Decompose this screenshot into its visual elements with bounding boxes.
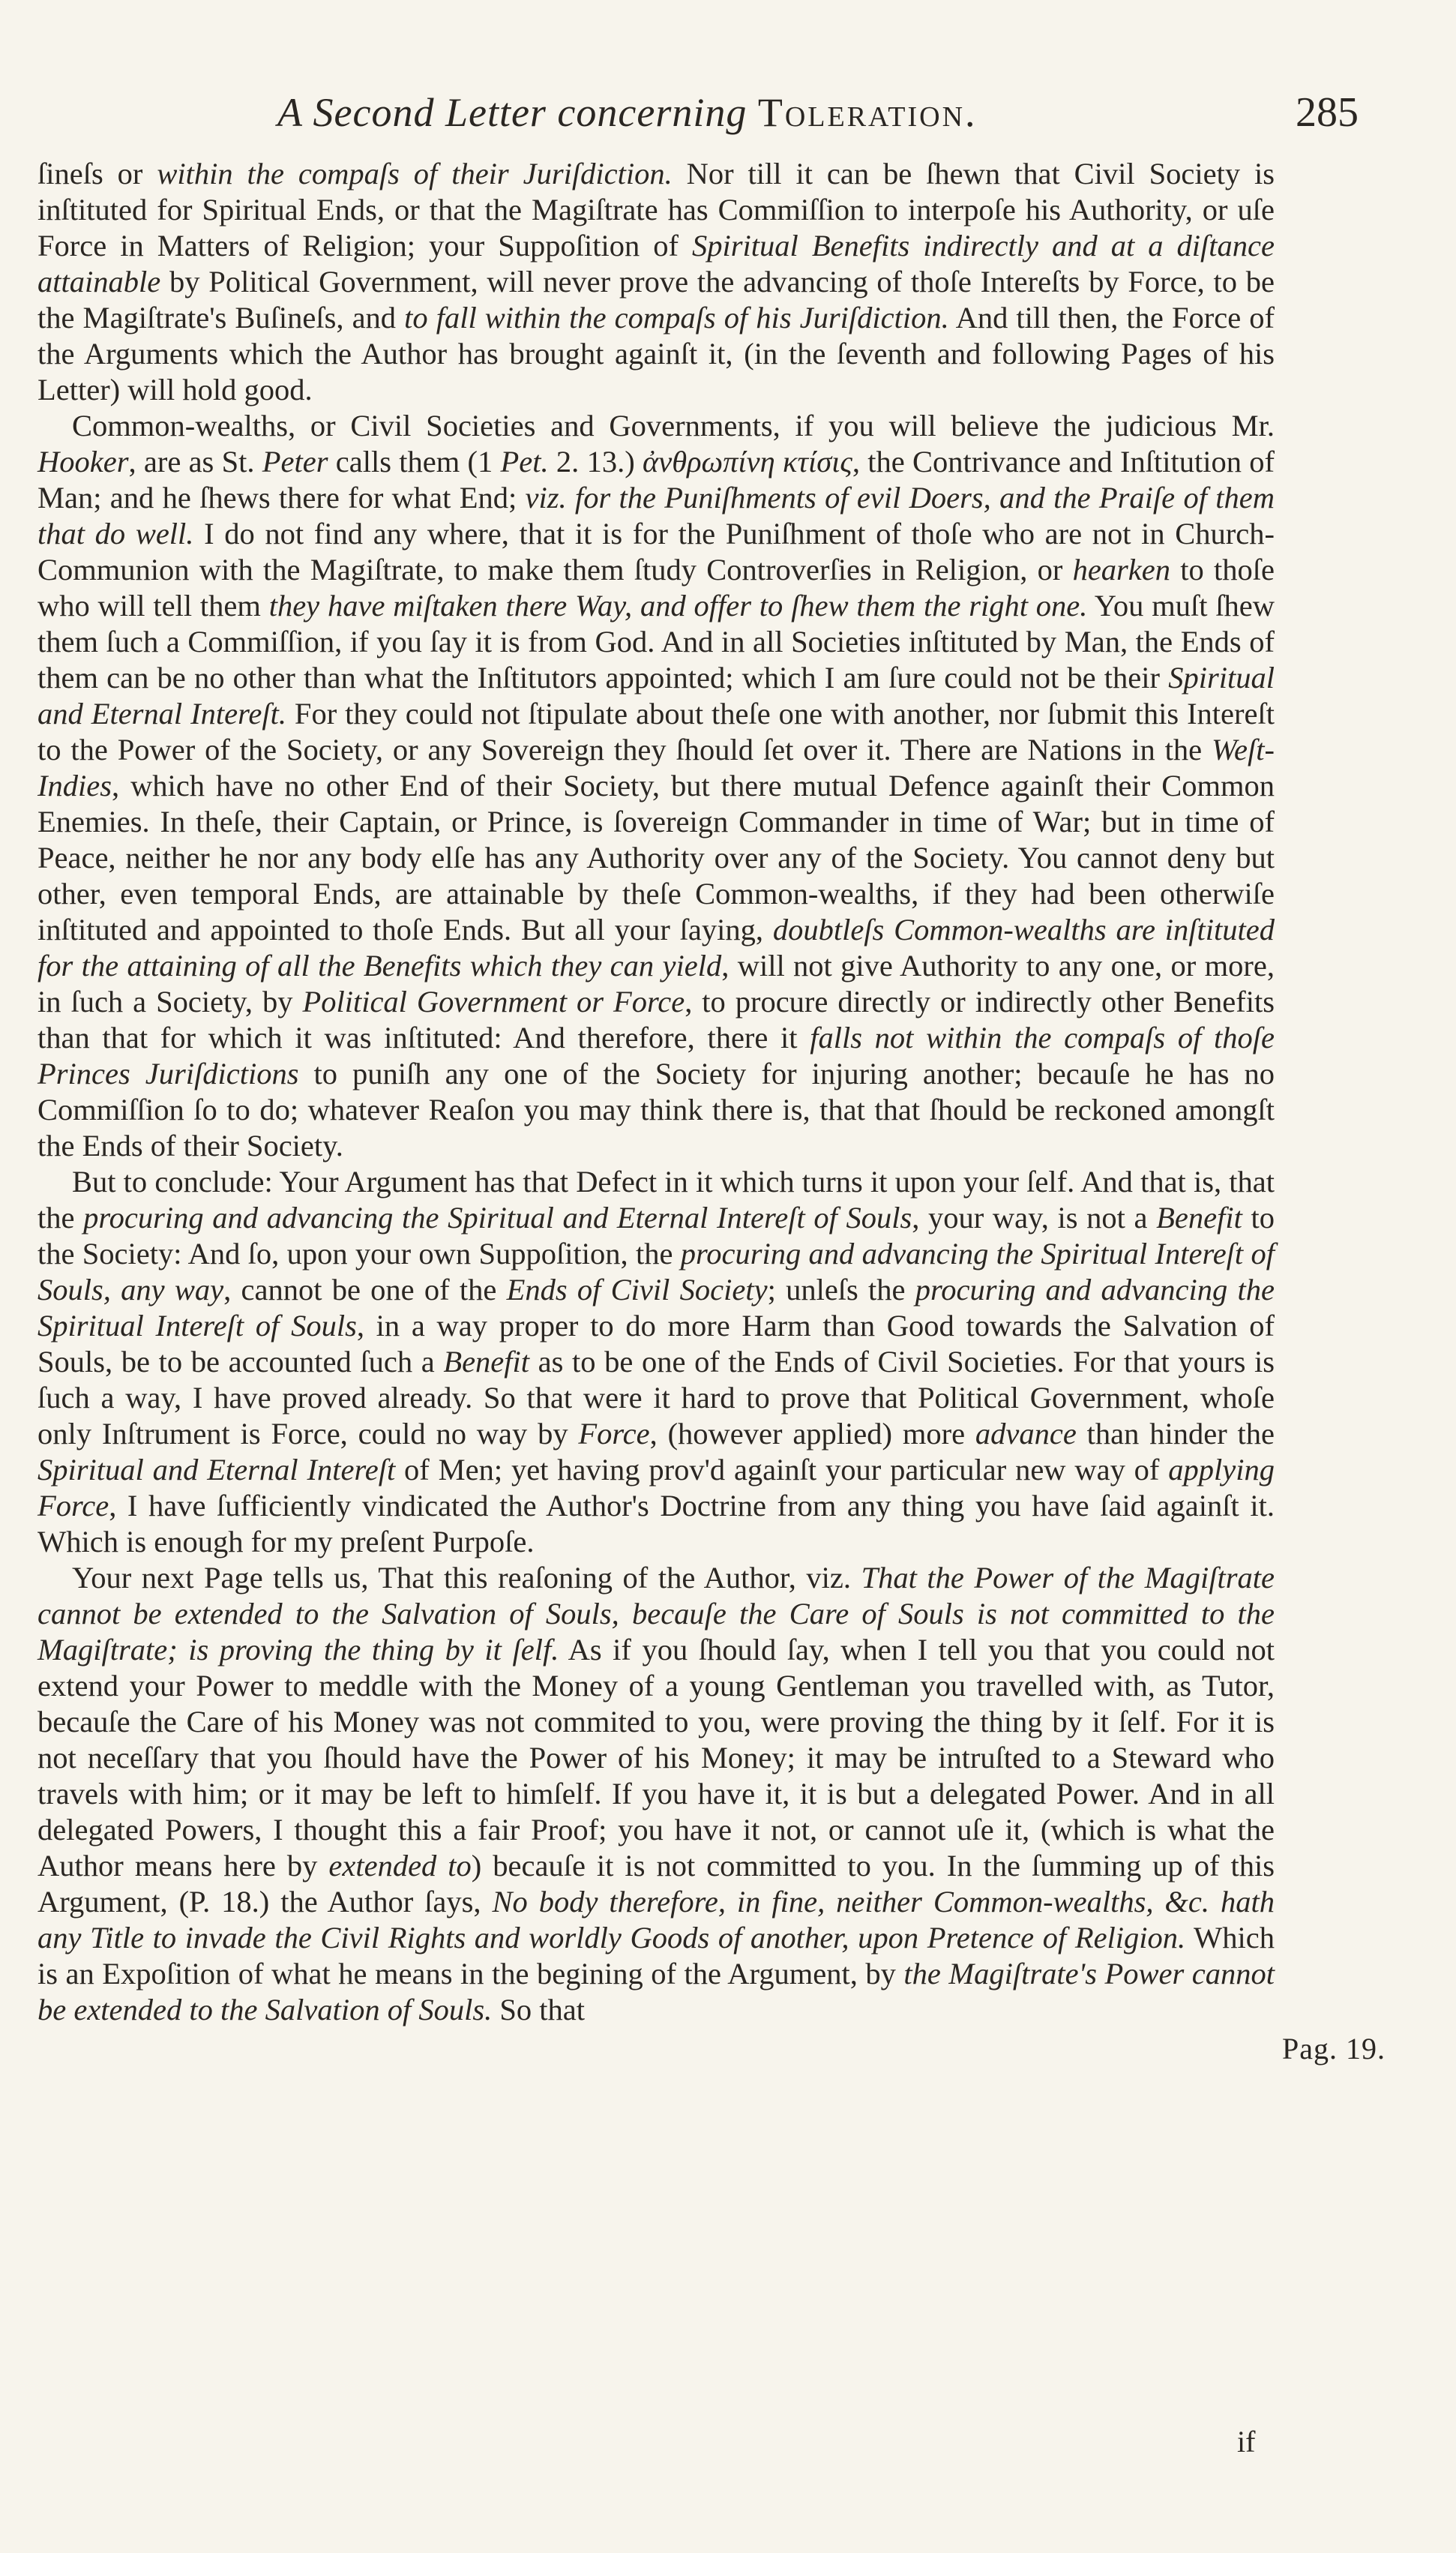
italic-run: Pet. <box>500 445 549 478</box>
text-run: , which have no other End of their Society, but there mutual Defence againſt their Common Enemies. In theſe, their Captain, or Prince, is ſovereign Commander in time of War; but in time of Peace, neither he nor any body elſe has any Authority over any of the Society. You cannot deny but other, even temporal Ends, are attainable by theſe Common-wealths, if they had been otherwiſe inſtituted and appointed to thoſe Ends. But all your ſaying, <box>37 769 1275 946</box>
italic-run: applying Force <box>37 1453 1275 1522</box>
text-run: , in a way proper to do more Harm than Good towards the Salvation of Souls, be to be accounted ſuch a <box>37 1309 1275 1378</box>
text-run: , to procure directly or indirectly other Benefits than that for which it was inſtituted: And therefore, there it <box>37 985 1275 1054</box>
text-run: , I have ſufficiently vindicated the Author's Doctrine from any thing you have ſaid againſt it. Which is enough for my preſent Purpoſe. <box>37 1489 1275 1558</box>
italic-run: falls not within the compaſs of thoſe Princes Juriſdictions <box>37 1021 1275 1090</box>
italic-run: advance <box>975 1417 1077 1450</box>
paragraph <box>37 156 1275 408</box>
text-run: I do not find any where, that it is for the Puniſhment of thoſe who are not in Church-Communion with the Magiſtrate, to make them ſtudy Controverſies in Religion, or <box>37 517 1275 586</box>
text-run: calls them (1 <box>328 445 501 478</box>
text-run: As if you ſhould ſay, when I tell you that you could not extend your Power to meddle with the Money of a young Gentleman you travelled with, as Tutor, becauſe the Care of his Money was not commited to you, were proving the thing by it ſelf. For it is not neceſſary that you ſhould have the Power of his Money; it may be intruſted to a Steward who travels with him; or it may be left to himſelf. If you have it, it is but a delegated Power. And in all delegated Powers, I thought this a fair Proof; you have it not, or cannot uſe it, (which is what the Author means here by <box>37 1633 1275 1882</box>
italic-run: Political Government or Force <box>302 985 685 1018</box>
text-run: Which is an Expoſition of what he means in the begining of the Argument, by <box>37 1921 1275 1990</box>
italic-run: Peter <box>262 445 328 478</box>
italic-run: procuring and advancing the Spiritual and Eternal Intereſt of Souls <box>83 1201 912 1234</box>
text-run: But to conclude: Your Argument has that Defect in it which turns it upon your ſelf. And that is, that the <box>37 1165 1275 1234</box>
italic-run: Benefit <box>443 1345 530 1378</box>
text-run: , (however applied) more <box>649 1417 975 1450</box>
text-run: ) becauſe it is not committed to you. In the ſumming up of this Argument, (P. 18.) the Author ſays, <box>37 1849 1275 1918</box>
margin-reference: Pag. 19. <box>1282 2032 1386 2066</box>
italic-run: within the compaſs of their Juriſdiction. <box>157 157 673 190</box>
italic-run: No body therefore, in fine, neither Common-wealths, &c. hath any Title to invade the Civil Rights and worldly Goods of another, upon Pretence of Religion. <box>37 1885 1275 1954</box>
header-title: A Second Letter concerning <box>277 90 747 135</box>
italic-run: extended to <box>328 1849 472 1882</box>
italic-run: Benefit <box>1156 1201 1242 1234</box>
text-run: , your way, is not a <box>912 1201 1157 1234</box>
text-run: of Men; yet having prov'd againſt your particular new way of <box>395 1453 1169 1486</box>
italic-run: procuring and advancing the Spiritual Intereſt of Souls <box>37 1273 1275 1342</box>
italic-run: Spiritual and Eternal Intereſt <box>37 1453 396 1486</box>
text-run: You muſt ſhew them ſuch a Commiſſion, if you ſay it is from God. And in all Societies inſtituted by Man, the Ends of them can be no other than what the Inſtitutors appointed; which I am ſure could not be their <box>37 589 1275 694</box>
text-run: Common-wealths, or Civil Societies and Governments, if you will believe the judicious Mr. <box>72 409 1275 442</box>
page-number: 285 <box>1296 89 1359 136</box>
text-run: , will not give Authority to any one, or more, in ſuch a Society, by <box>37 949 1275 1018</box>
text-run: to the Society: And ſo, upon your own Suppoſition, the <box>37 1201 1275 1270</box>
text-run: ; unleſs the <box>767 1273 915 1306</box>
catchword: if <box>1237 2425 1256 2458</box>
italic-run: Weſt-Indies <box>37 733 1275 802</box>
italic-run: Spiritual Benefits indirectly and at a diſtance attainable <box>37 229 1275 298</box>
text-run: as to be one of the Ends of Civil Societies. For that yours is ſuch a way, I have proved already. So that were it hard to prove that Political Government, whoſe only Inſtrument is Force, could no way by <box>37 1345 1275 1450</box>
italic-run: the Magiſtrate's Power cannot be extended to the Salvation of Souls. <box>37 1957 1275 2026</box>
paragraph <box>37 1560 1275 2028</box>
text-run: , cannot be one of the <box>223 1273 507 1306</box>
italic-run: to fall within the compaſs of his Juriſdiction. <box>404 301 949 334</box>
text-run: to thoſe who will tell them <box>37 553 1275 622</box>
text-run: Nor till it can be ſhewn that Civil Society is inſtituted for Spiritual Ends, or that the Magiſtrate has Commiſſion to interpoſe his Authority, or uſe Force in Matters of Religion; your Suppoſition of <box>37 157 1275 262</box>
italic-run: hearken <box>1072 553 1171 586</box>
text-run: Your next Page tells us, That this reaſoning of the Author, viz. <box>72 1561 861 1594</box>
italic-run: doubtleſs Common-wealths are inſtituted for the attaining of all the Benefits which they can yield <box>37 913 1275 982</box>
text-run: ſineſs or <box>37 157 157 190</box>
text-run: , the Contrivance and Inſtitution of Man; and he ſhews there for what End; <box>37 445 1275 514</box>
paragraph <box>37 1164 1275 1560</box>
text-run: So that <box>492 1993 585 2026</box>
text-run: And till then, the Force of the Arguments which the Author has brought againſt it, (in the ſeventh and following Pages of his Letter) will hold good. <box>37 301 1275 406</box>
italic-run: Ends of Civil Society <box>506 1273 768 1306</box>
body-text <box>37 156 1275 2028</box>
running-header <box>277 88 1387 136</box>
italic-run: Force <box>578 1417 650 1450</box>
text-run: 2. 13.) <box>548 445 643 478</box>
italic-run: they have miſtaken there Way, and offer to ſhew them the right one. <box>268 589 1088 622</box>
italic-run: That the Power of the Magiſtrate cannot be extended to the Salvation of Souls, becauſe the Care of Souls is not committed to the Magiſtrate; is proving the thing by it ſelf. <box>37 1561 1275 1666</box>
text-run: , are as St. <box>128 445 262 478</box>
header-title-caps: Toleration. <box>757 90 978 135</box>
italic-run: procuring and advancing the Spiritual Intereſt of Souls, any way <box>37 1237 1275 1306</box>
text-run: than hinder the <box>1076 1417 1275 1450</box>
paragraph <box>37 408 1275 1164</box>
italic-run: ἀνθρωπίνη κτίσις <box>642 445 852 478</box>
italic-run: Spiritual and Eternal Intereſt. <box>37 661 1275 730</box>
text-run: by Political Government, will never prove the advancing of thoſe Intereſts by Force, to be the Magiſtrate's Buſineſs, and <box>37 265 1275 334</box>
italic-run: viz. for the Puniſhments of evil Doers, and the Praiſe of them that do well. <box>37 481 1275 550</box>
text-run: For they could not ſtipulate about theſe one with another, nor ſubmit this Intereſt to the Power of the Society, or any Sovereign they ſhould ſet over it. There are Nations in the <box>37 697 1275 766</box>
text-run: to puniſh any one of the Society for injuring another; becauſe he has no Commiſſion ſo to do; whatever Reaſon you may think there is, that that ſhould be reckoned amongſt the Ends of their Society. <box>37 1057 1275 1162</box>
italic-run: Hooker <box>37 445 129 478</box>
